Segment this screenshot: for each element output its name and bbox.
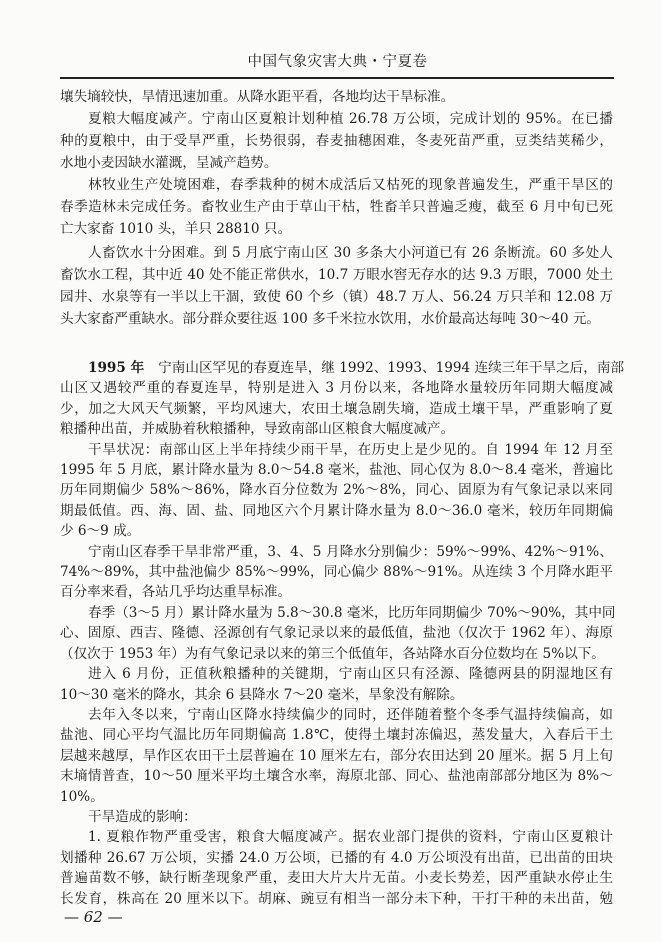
text-line: 园井、水泉等有一半以上干涸，致使 60 个乡（镇）48.7 万人、56.24 万只羊和 12.08 万 bbox=[60, 289, 613, 305]
text-line: 少，加之大风天气频繁，平均风速大，农田土壤急剧失墒，造成土壤干旱，严重影响了夏 bbox=[60, 400, 613, 417]
text-line: 期最低值。西、海、固、盐、同地区六个月累计降水量为 8.0～36.0 毫米，较历年同期偏 bbox=[60, 502, 613, 519]
text-line: 人畜饮水十分困难。到 5 月底宁南山区 30 多条大小河道已有 26 条断流。60 多处人 bbox=[88, 245, 613, 261]
text-line: （仅次于 1953 年）为有气象记录以来的第三个低值年，各站降水百分位数均在 5%以下。 bbox=[60, 645, 605, 662]
paragraph bbox=[60, 174, 613, 240]
text-line: 粮播种出苗，并威胁着秋粮播种，导致南部山区粮食大幅度减产。 bbox=[60, 421, 455, 438]
paragraph bbox=[60, 664, 613, 705]
text-line: 心、固原、西吉、隆德、泾源创有气象记录以来的最低值，盐池（仅次于 1962 年）、海原 bbox=[60, 625, 613, 642]
paragraph bbox=[60, 242, 613, 330]
paragraph bbox=[60, 440, 613, 542]
year-heading: 1995 年 bbox=[88, 360, 145, 376]
text-line-body: 宁南山区罕见的春夏连旱，继 1992、1993、1994 连续三年干旱之后，南部 bbox=[158, 360, 625, 376]
paragraph bbox=[60, 542, 613, 603]
text-line: 盐池、同心平均气温比历年同期偏高 1.8℃，使得土壤封冻偏迟，蒸发量大，入春后干土 bbox=[60, 727, 613, 744]
text-line: 少 6～9 成。 bbox=[60, 523, 141, 540]
text-section-1994-impacts bbox=[60, 86, 613, 330]
header-rule bbox=[60, 77, 614, 79]
text-line: 10～30 毫米的降水，其余 6 县降水 7～20 毫米，旱象没有解除。 bbox=[60, 686, 464, 703]
paragraph bbox=[60, 358, 625, 440]
text-line: 去年入冬以来，宁南山区降水持续偏少的同时，还伴随着整个冬季气温持续偏高，如 bbox=[88, 706, 613, 723]
text-line: 进入 6 月份，正值秋粮播种的关键期，宁南山区只有泾源、隆德两县的阴湿地区有 bbox=[88, 666, 613, 683]
paragraph bbox=[60, 807, 613, 827]
running-header: 中国气象灾害大典・宁夏卷 bbox=[247, 54, 428, 70]
text-line: 划播种 26.67 万公顷，实播 24.0 万公顷，已播的有 4.0 万公顷没有出苗，已出苗的田块 bbox=[60, 849, 613, 866]
text-line bbox=[60, 358, 625, 378]
text-line: 春季造林未完成任务。畜牧业生产由于草山干枯，牲畜羊只普遍乏瘦，截至 6 月中旬已死 bbox=[60, 199, 613, 215]
text-line: 水地小麦因缺水灌溉，呈减产趋势。 bbox=[60, 155, 278, 171]
paragraph bbox=[60, 827, 613, 909]
text-line: 宁南山区春季干旱非常严重，3、4、5 月降水分别偏少：59%～99%、42%～91%、 bbox=[88, 543, 613, 560]
text-line: 历年同期偏少 58%～86%，降水百分位数为 2%～8%，同心、固原为有气象记录以来同 bbox=[60, 482, 613, 499]
text-line: 春季（3～5 月）累计降水量为 5.8～30.8 毫米，比历年同期偏少 70%～90%，其中同 bbox=[88, 604, 616, 621]
text-line: 壤失墒较快，旱情迅速加重。从降水距平看，各地均达干旱标准。 bbox=[60, 89, 455, 105]
text-line: 1995 年 5 月底，累计降水量为 8.0～54.8 毫米，盐池、同心仅为 8.0～8.4 毫米，普遍比 bbox=[60, 462, 613, 479]
text-line: 10%。 bbox=[60, 788, 104, 805]
text-line: 山区又遇较严重的春夏连旱，特别是进入 3 月份以来，各地降水量较历年同期大幅度减 bbox=[60, 380, 613, 397]
page-number: — 62 — bbox=[64, 908, 123, 926]
text-line: 74%～89%，其中盐池偏少 85%～99%，同心偏少 88%～91%。从连续 3 个月降水距平 bbox=[60, 564, 613, 581]
text-line: 干旱状况：南部山区上半年持续少雨干旱，在历史上是少见的。自 1994 年 12 月至 bbox=[88, 441, 613, 458]
text-section-1995 bbox=[60, 358, 625, 909]
text-line: 夏粮大幅度减产。宁南山区夏粮计划种植 26.78 万公顷，完成计划的 95%。在已播 bbox=[88, 111, 613, 127]
text-line: 百分率来看，各站几乎均达重旱标准。 bbox=[60, 584, 292, 601]
text-line: 末墒情普查，10～50 厘米平均土壤含水率，海原北部、同心、盐池南部部分地区为 8%～ bbox=[60, 768, 613, 785]
text-line: 干旱造成的影响： bbox=[88, 808, 197, 825]
text-line: 长发育，株高在 20 厘米以下。胡麻、豌豆有相当一部分未下种，干打干种的未出苗，勉 bbox=[60, 890, 613, 907]
paragraph bbox=[60, 705, 613, 807]
paragraph bbox=[60, 86, 613, 108]
text-line: 普遍苗数不够，缺行断垄现象严重，麦田大片大片无苗。小麦长势差，因严重缺水停止生 bbox=[60, 870, 613, 887]
text-line: 层越来越厚，旱作区农田干土层普遍在 10 厘米左右，部分农田达到 20 厘米。据 5 月上旬 bbox=[60, 747, 613, 764]
text-line: 亡大家畜 1010 头，羊只 28810 只。 bbox=[60, 221, 292, 237]
text-line: 1. 夏粮作物严重受害，粮食大幅度减产。据农业部门提供的资料，宁南山区夏粮计 bbox=[88, 829, 613, 846]
paragraph bbox=[60, 603, 616, 664]
text-line: 种的夏粮中，由于受旱严重，长势很弱，春麦抽穗困难，冬麦死苗严重，豆类结荚稀少， bbox=[60, 133, 613, 149]
paragraph bbox=[60, 108, 613, 174]
text-line: 林牧业生产处境困难，春季栽种的树木成活后又枯死的现象普遍发生，严重干旱区的 bbox=[88, 177, 613, 193]
text-line: 头大家畜严重缺水。部分群众要往返 100 多千米拉水饮用，水价最高达每吨 30～40 元。 bbox=[60, 311, 601, 327]
text-line: 畜饮水工程，其中近 40 处不能正常供水，10.7 万眼水窖无存水的达 9.3 万眼，7000 处土 bbox=[60, 267, 613, 283]
